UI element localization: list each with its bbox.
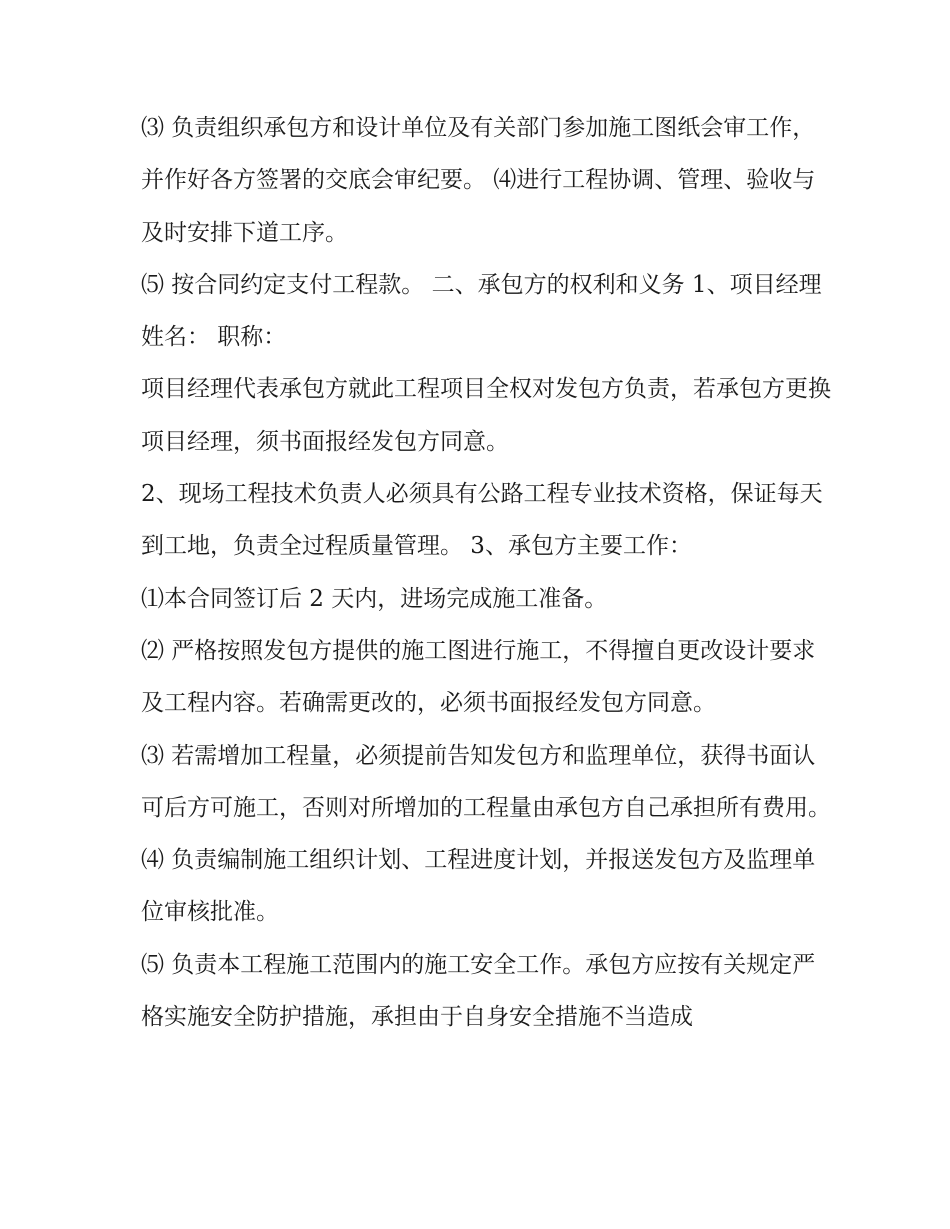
paragraph-6: ⑵ 严格按照发包方提供的施工图进行施工，不得擅自更改设计要求及工程内容。若确需更改的，必须书面报经发包方同意。: [141, 637, 816, 717]
paragraph-8: ⑷ 负责编制施工组织计划、工程进度计划，并报送发包方及监理单位审核批准。: [141, 847, 816, 926]
paragraph-1: ⑶ 负责组织承包方和设计单位及有关部门参加施工图纸会审工作，并作好各方签署的交底会审纪要。 ⑷进行工程协调、管理、验收与及时安排下道工序。: [141, 115, 816, 246]
paragraph-2: ⑸ 按合同约定支付工程款。 二、承包方的权利和义务 1、项目经理 姓名： 职称：: [141, 271, 822, 351]
paragraph-7: ⑶ 若需增加工程量，必须提前告知发包方和监理单位，获得书面认可后方可施工，否则对所增加的工程量由承包方自己承担所有费用。: [141, 742, 831, 821]
paragraph-5: ⑴本合同签订后 2 天内，进场完成施工准备。: [141, 585, 608, 612]
document-body: [141, 102, 831, 1043]
paragraph-4: 2、现场工程技术负责人必须具有公路工程专业技术资格，保证每天到工地，负责全过程质量管理。 3、承包方主要工作：: [141, 481, 823, 560]
paragraph-9: ⑸ 负责本工程施工范围内的施工安全工作。承包方应按有关规定严格实施安全防护措施，承担由于自身安全措施不当造成: [141, 951, 816, 1031]
paragraph-3: 项目经理代表承包方就此工程项目全权对发包方负责，若承包方更换项目经理，须书面报经发包方同意。: [141, 376, 831, 455]
